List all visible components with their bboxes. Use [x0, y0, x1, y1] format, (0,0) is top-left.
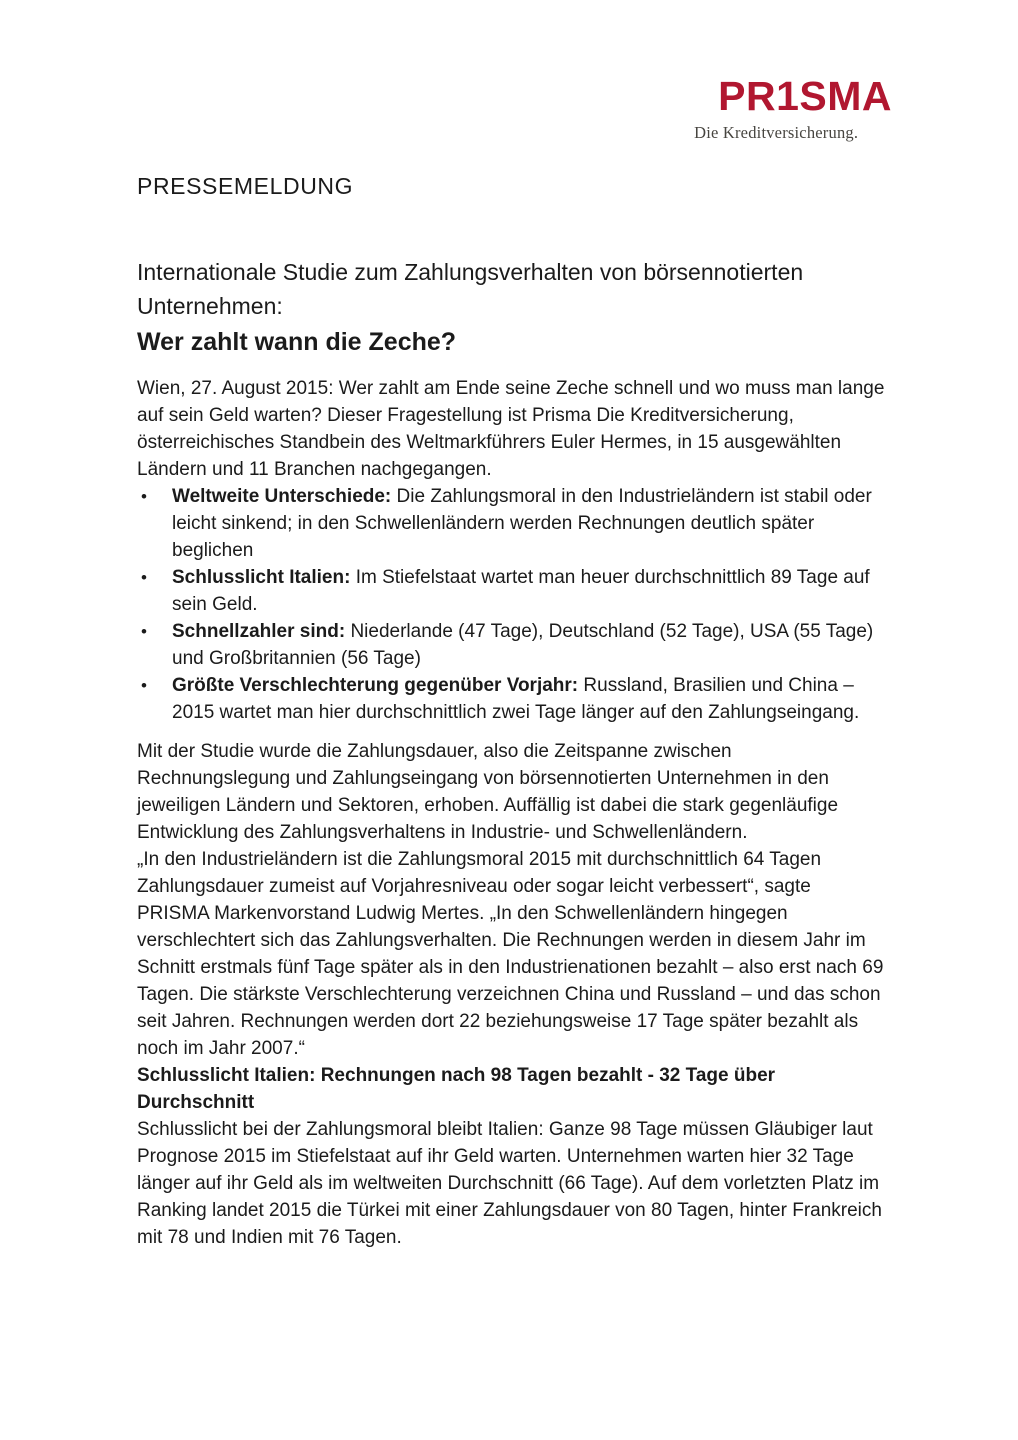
section-body: Schlusslicht bei der Zahlungsmoral bleibt Italien: Ganze 98 Tage müssen Gläubiger laut Prognose 2015 im Stiefelstaat auf ihr Geld warten. Unternehmen warten hier 32 Tage länger auf ihr Geld als im weltweiten Durchschnitt (66 Tage). Auf dem vorletzten Platz im Ranking landet 2015 die Türkei mit einer Zahlungsdauer von 80 Tagen, hinter Frankreich mit 78 und Indien mit 76 Tagen.: [137, 1119, 882, 1248]
headline-intro: Internationale Studie zum Zahlungsverhalten von börsennotierten Unternehmen:: [137, 259, 804, 319]
bullet-icon: •: [141, 622, 147, 641]
bullet-icon: •: [141, 487, 147, 506]
list-item: [137, 564, 885, 618]
bullet-lead: Schnellzahler sind:: [172, 621, 346, 642]
prisma-logo-tagline: Die Kreditversicherung.: [694, 123, 859, 142]
headline-block: [137, 255, 889, 357]
section-italy: [137, 1062, 885, 1251]
paragraph-intro: Wien, 27. August 2015: Wer zahlt am Ende seine Zeche schnell und wo muss man lange auf sein Geld warten? Dieser Fragestellung ist Prisma Die Kreditversicherung, österreichisches Standbein des Weltmarkführers Euler Hermes, in 15 ausgewählten Ländern und 11 Branchen nachgegangen.: [137, 378, 885, 480]
bullet-rest: Niederlande (47 Tage), Deutschland (52 Tage), USA (55 Tage) und Großbritannien (56 Tage): [172, 621, 874, 669]
bullet-lead: Größte Verschlechterung gegenüber Vorjahr:: [172, 675, 579, 696]
paragraph-quote: „In den Industrieländern ist die Zahlungsmoral 2015 mit durchschnittlich 64 Tagen Zahlungsdauer zumeist auf Vorjahresniveau oder sogar leicht verbessert“, sagte PRISMA Markenvorstand Ludwig Mertes. „In den Schwellenländern hingegen verschlechtert sich das Zahlungsverhalten. Die Rechnungen werden in diesem Jahr im Schnitt erstmals fünf Tage später als in den Industrienationen bezahlt – also erst nach 69 Tagen. Die stärkste Verschlechterung verzeichnen China und Russland – und das schon seit Jahren. Rechnungen werden dort 22 beziehungsweise 17 Tage später bezahlt als noch im Jahr 2007.“: [137, 849, 884, 1059]
prisma-logo-wordmark: PR1SMA: [718, 73, 892, 119]
key-points-list: [137, 483, 885, 726]
bullet-icon: •: [141, 568, 147, 587]
list-item: [137, 483, 885, 564]
bullet-lead: Schlusslicht Italien:: [172, 567, 351, 588]
bullet-text: [172, 564, 885, 618]
bullet-lead: Weltweite Unterschiede:: [172, 486, 392, 507]
bullet-text: [172, 483, 885, 564]
prisma-logo: [694, 73, 892, 143]
paragraph-study: Mit der Studie wurde die Zahlungsdauer, also die Zeitspanne zwischen Rechnungslegung und Zahlungseingang von börsennotierten Unternehmen in den jeweiligen Ländern und Sektoren, erhoben. Auffällig ist dabei die stark gegenläufige Entwicklung des Zahlungsverhaltens in Industrie- und Schwellenländern.: [137, 741, 839, 843]
article-body: [137, 375, 885, 1251]
page-title: Wer zahlt wann die Zeche?: [137, 328, 457, 356]
kicker-pressemeldung: PRESSEMELDUNG: [137, 173, 354, 199]
bullet-text: [172, 618, 885, 672]
bullet-rest: Im Stiefelstaat wartet man heuer durchschnittlich 89 Tage auf sein Geld.: [172, 567, 870, 615]
bullet-rest: Die Zahlungsmoral in den Industrieländern ist stabil oder leicht sinkend; in den Schwellenländern werden Rechnungen deutlich später beglichen: [172, 486, 872, 561]
list-item: [137, 618, 885, 672]
list-item: [137, 672, 885, 726]
section-heading: Schlusslicht Italien: Rechnungen nach 98 Tagen bezahlt - 32 Tage über Durchschnitt: [137, 1065, 776, 1113]
bullet-icon: •: [141, 676, 147, 695]
bullet-text: [172, 672, 885, 726]
bullet-rest: Russland, Brasilien und China – 2015 wartet man hier durchschnittlich zwei Tage länger auf den Zahlungseingang.: [172, 675, 860, 723]
